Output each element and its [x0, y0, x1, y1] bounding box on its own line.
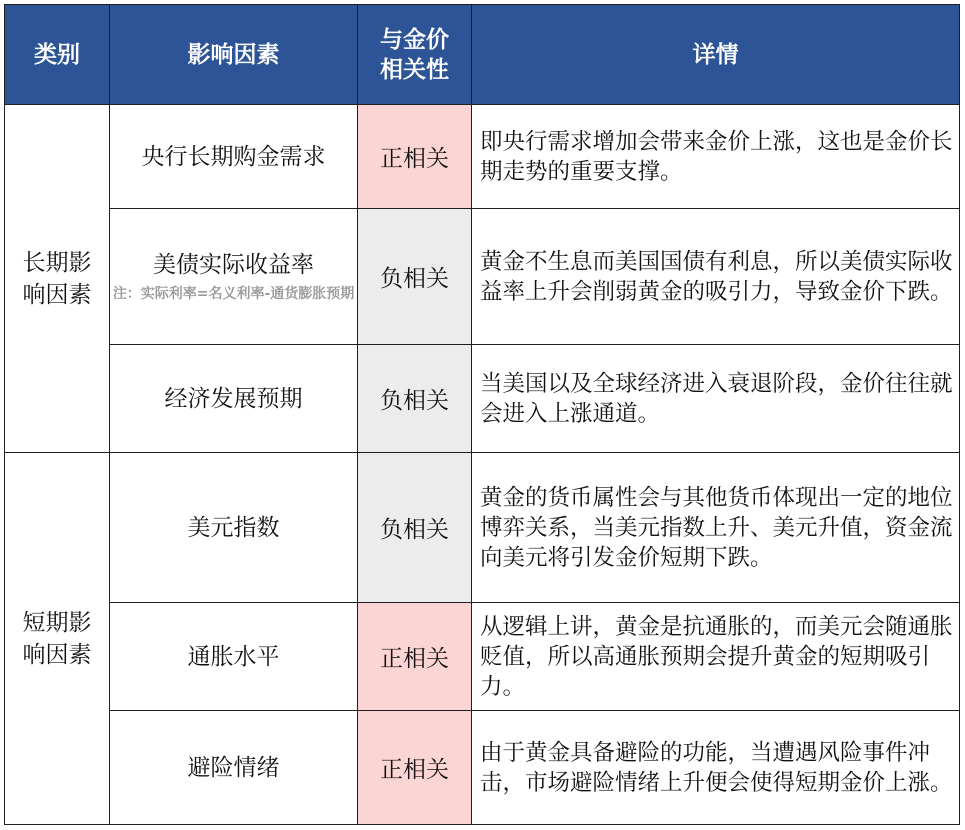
detail-cell: 从逻辑上讲，黄金是抗通胀的，而美元会随通胀贬值，所以高通胀预期会提升黄金的短期吸引力。 — [472, 603, 960, 711]
category-long-term — [5, 105, 110, 453]
factor-cell: 经济发展预期 — [110, 345, 358, 453]
factor-label: 美债实际收益率 — [153, 251, 314, 278]
header-correlation — [358, 5, 472, 105]
table-row — [5, 711, 960, 825]
category-label-line1: 短期影 — [22, 609, 92, 636]
table-row — [5, 603, 960, 711]
correlation-badge: 负相关 — [358, 453, 472, 603]
correlation-badge: 正相关 — [358, 105, 472, 209]
factor-cell: 央行长期购金需求 — [110, 105, 358, 209]
header-category: 类别 — [5, 5, 110, 105]
factor-cell — [110, 209, 358, 345]
correlation-badge: 正相关 — [358, 711, 472, 825]
gold-factors-table — [4, 4, 960, 825]
detail-cell: 由于黄金具备避险的功能，当遭遇风险事件冲击，市场避险情绪上升便会使得短期金价上涨。 — [472, 711, 960, 825]
detail-cell: 当美国以及全球经济进入衰退阶段，金价往往就会进入上涨通道。 — [472, 345, 960, 453]
header-detail: 详情 — [472, 5, 960, 105]
table-row — [5, 105, 960, 209]
correlation-badge: 正相关 — [358, 603, 472, 711]
detail-cell: 即央行需求增加会带来金价上涨，这也是金价长期走势的重要支撑。 — [472, 105, 960, 209]
category-label-line2: 响因素 — [22, 641, 92, 668]
category-short-term — [5, 453, 110, 825]
factor-note: 注：实际利率=名义利率-通货膨胀预期 — [112, 285, 355, 302]
table-row — [5, 453, 960, 603]
header-factor: 影响因素 — [110, 5, 358, 105]
category-label-line2: 响因素 — [22, 281, 92, 308]
detail-cell: 黄金不生息而美国国债有利息，所以美债实际收益率上升会削弱黄金的吸引力，导致金价下跌。 — [472, 209, 960, 345]
category-label-line1: 长期影 — [22, 249, 92, 276]
header-correlation-line2: 相关性 — [380, 56, 449, 83]
factor-cell: 通胀水平 — [110, 603, 358, 711]
header-correlation-line1: 与金价 — [380, 26, 449, 53]
table-row — [5, 345, 960, 453]
table-row — [5, 209, 960, 345]
factor-cell: 美元指数 — [110, 453, 358, 603]
correlation-badge: 负相关 — [358, 209, 472, 345]
header-row — [5, 5, 960, 105]
correlation-badge: 负相关 — [358, 345, 472, 453]
detail-cell: 黄金的货币属性会与其他货币体现出一定的地位博弈关系，当美元指数上升、美元升值，资金流向美元将引发金价短期下跌。 — [472, 453, 960, 603]
factor-cell: 避险情绪 — [110, 711, 358, 825]
